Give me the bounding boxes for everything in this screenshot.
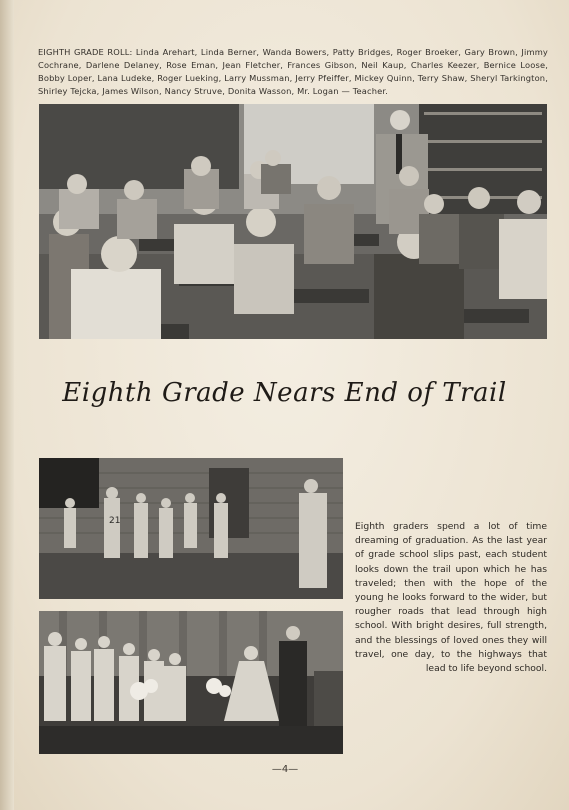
basketball-photo xyxy=(39,458,343,599)
jersey-number: 21 xyxy=(109,516,121,526)
ceremony-photo xyxy=(39,611,343,754)
classroom-photo xyxy=(39,104,547,339)
page-spine-shadow xyxy=(0,0,14,810)
page-number: —4— xyxy=(271,764,299,775)
eighth-grade-roll: EIGHTH GRADE ROLL: Linda Arehart, Linda Berner, Wanda Bowers, Patty Bridges, Roger Broeker, Gary Brown, Jimmy Cochrane, Darlene Delaney, Rose Eman, Jean Fletcher, Frances Gibson, Neil Kaup, Charles Keezer, Bernice Loose, Bobby Loper, Lana Ludeke, Roger Lueking, Larry Mussman, Jerry Pfeiffer, Mickey Quinn, Terry Shaw, Sheryl Tarkington, Shirley Tejcka, James Wilson, Nancy Struve, Donita Wasson, Mr. Logan — Teacher. xyxy=(38,47,548,96)
page-headline: Eighth Grade Nears End of Trail xyxy=(62,378,507,408)
story-caption: Eighth graders spend a lot of time dreaming of graduation. As the last year of grade school slips past, each student looks down the trail upon which he has traveled; then with the hope of the young he looks forward to the wider, but rougher roads that lead through high school. With bright desires, full strength, and the blessings of loved ones they will travel, one day, to the highways that lead to life beyond school. xyxy=(355,521,547,675)
